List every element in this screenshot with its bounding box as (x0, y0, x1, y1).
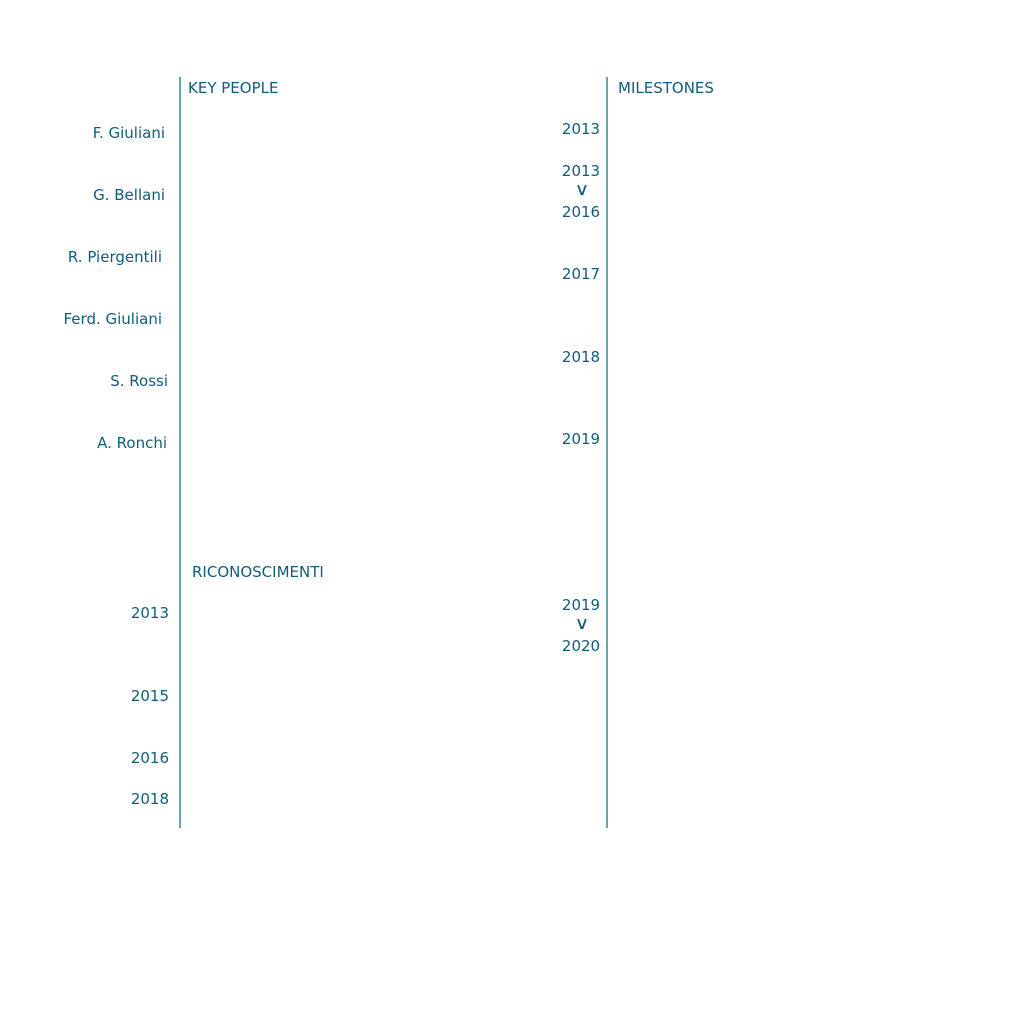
key-people-heading: KEY PEOPLE (188, 79, 279, 97)
milestone-year-start: 2019 (561, 596, 601, 614)
key-person-name: A. Ronchi (97, 434, 167, 452)
key-person-name: F. Giuliani (92, 124, 165, 142)
key-people-divider (179, 77, 181, 828)
key-person-name: R. Piergentili (67, 248, 162, 266)
riconoscimento-year: 2013 (130, 604, 169, 622)
milestone-year: 2018 (561, 348, 601, 366)
riconoscimento-year: 2015 (130, 687, 169, 705)
milestones-heading: MILESTONES (618, 79, 714, 97)
riconoscimento-year: 2016 (130, 749, 169, 767)
riconoscimenti-heading: RICONOSCIMENTI (192, 563, 324, 581)
milestone-year-start: 2013 (561, 162, 601, 180)
key-person-name: Ferd. Giuliani (63, 310, 162, 328)
milestone-year-end: 2016 (561, 203, 601, 221)
milestone-year: 2013 (561, 120, 601, 138)
key-person-name: S. Rossi (110, 372, 168, 390)
milestone-year-end: 2020 (561, 637, 601, 655)
milestone-year: 2019 (561, 430, 601, 448)
key-person-name: G. Bellani (93, 186, 165, 204)
milestone-year: 2017 (561, 265, 601, 283)
range-chevron-icon: ∨ (574, 180, 590, 200)
riconoscimento-year: 2018 (130, 790, 169, 808)
range-chevron-icon: ∨ (574, 614, 590, 634)
